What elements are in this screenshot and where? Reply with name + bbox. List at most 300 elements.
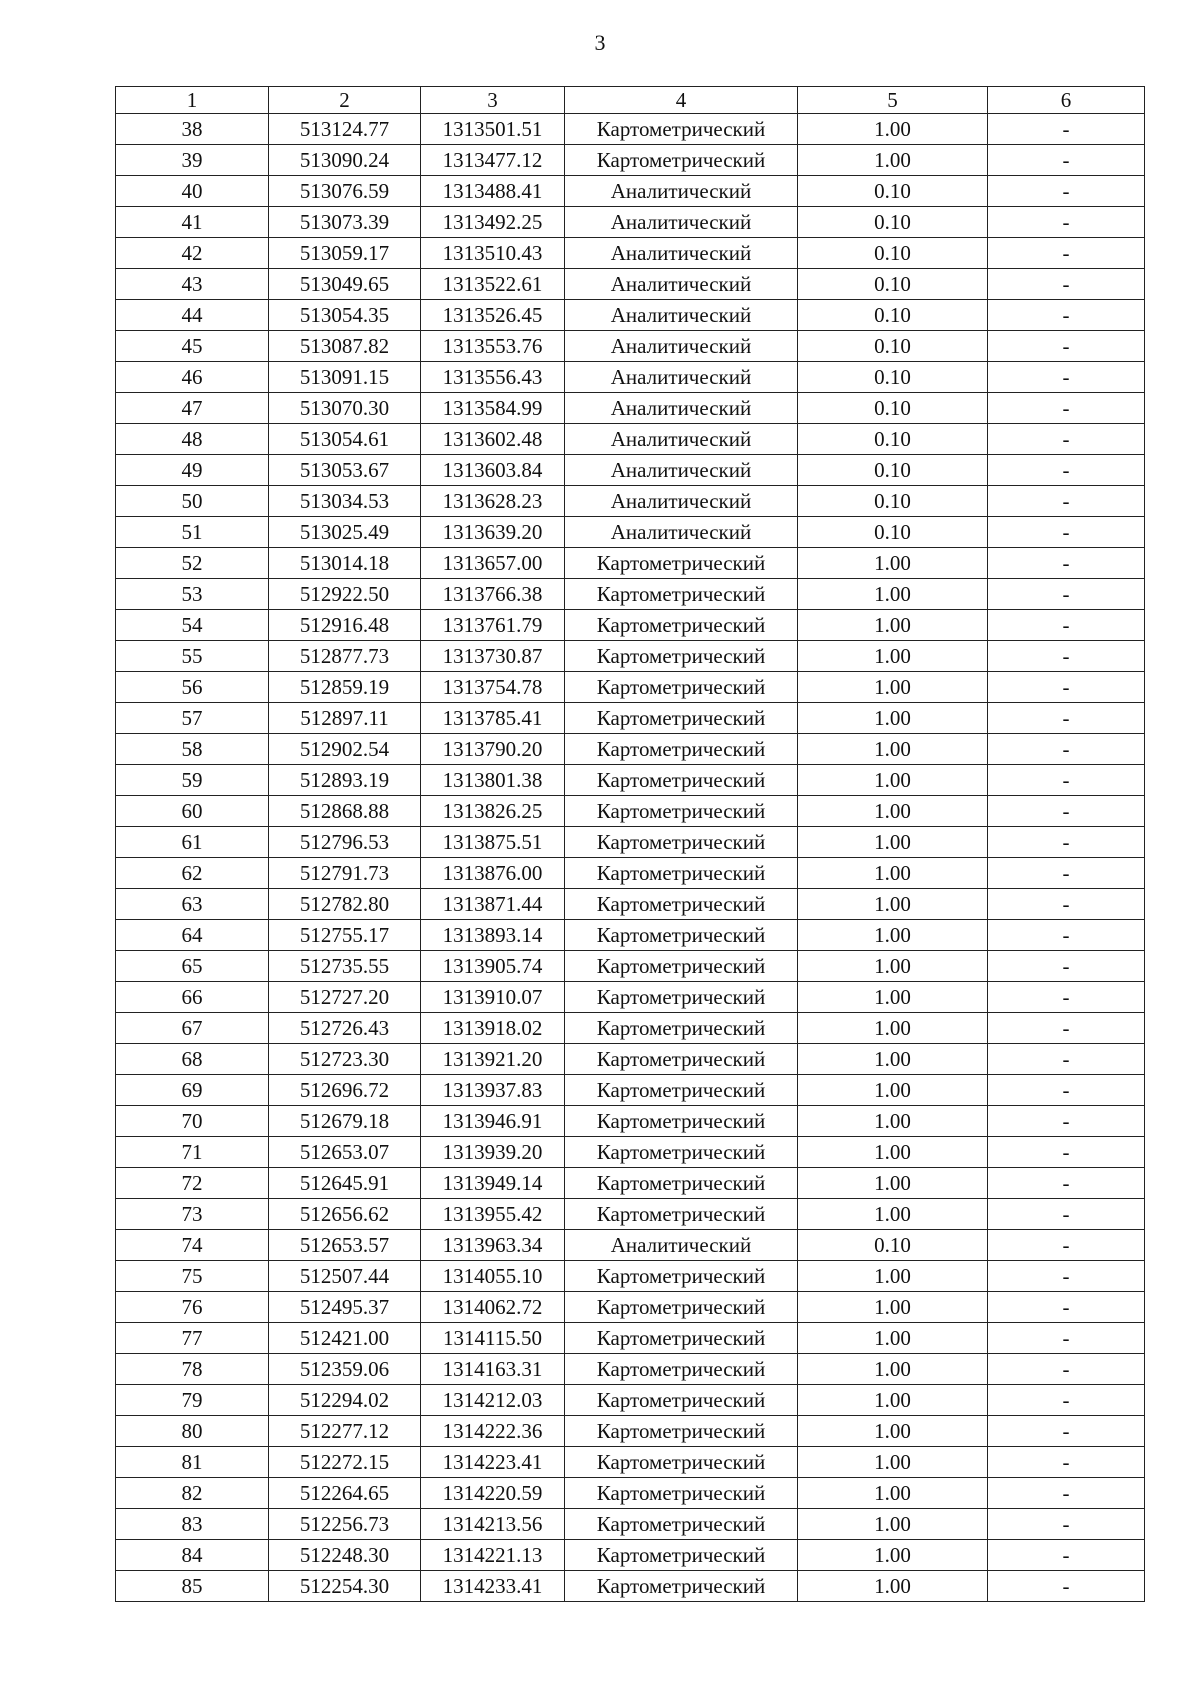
cell-point-number: 58 xyxy=(116,734,269,765)
cell-y: 1314223.41 xyxy=(421,1447,565,1478)
table-row xyxy=(116,827,1145,858)
table-row xyxy=(116,734,1145,765)
cell-description: - xyxy=(988,796,1145,827)
cell-point-number: 64 xyxy=(116,920,269,951)
cell-x: 512679.18 xyxy=(269,1106,421,1137)
cell-accuracy: 1.00 xyxy=(798,796,988,827)
page-number: 3 xyxy=(594,30,606,55)
cell-x: 512248.30 xyxy=(269,1540,421,1571)
cell-y: 1314115.50 xyxy=(421,1323,565,1354)
cell-description: - xyxy=(988,331,1145,362)
cell-accuracy: 0.10 xyxy=(798,393,988,424)
cell-accuracy: 1.00 xyxy=(798,1168,988,1199)
cell-method: Картометрический xyxy=(565,827,798,858)
cell-y: 1314163.31 xyxy=(421,1354,565,1385)
cell-method: Картометрический xyxy=(565,1199,798,1230)
table-row xyxy=(116,207,1145,238)
cell-x: 512723.30 xyxy=(269,1044,421,1075)
cell-accuracy: 1.00 xyxy=(798,1292,988,1323)
cell-y: 1313553.76 xyxy=(421,331,565,362)
cell-accuracy: 0.10 xyxy=(798,207,988,238)
cell-description: - xyxy=(988,641,1145,672)
cell-description: - xyxy=(988,1199,1145,1230)
cell-y: 1313761.79 xyxy=(421,610,565,641)
cell-method: Аналитический xyxy=(565,455,798,486)
cell-x: 512727.20 xyxy=(269,982,421,1013)
cell-y: 1313876.00 xyxy=(421,858,565,889)
cell-method: Картометрический xyxy=(565,1447,798,1478)
cell-description: - xyxy=(988,362,1145,393)
table-row xyxy=(116,1509,1145,1540)
cell-y: 1313871.44 xyxy=(421,889,565,920)
cell-method: Картометрический xyxy=(565,734,798,765)
cell-method: Картометрический xyxy=(565,765,798,796)
cell-accuracy: 1.00 xyxy=(798,1385,988,1416)
cell-method: Аналитический xyxy=(565,393,798,424)
cell-accuracy: 1.00 xyxy=(798,1106,988,1137)
cell-method: Картометрический xyxy=(565,1044,798,1075)
cell-accuracy: 0.10 xyxy=(798,300,988,331)
cell-y: 1313730.87 xyxy=(421,641,565,672)
cell-point-number: 80 xyxy=(116,1416,269,1447)
cell-method: Картометрический xyxy=(565,1137,798,1168)
cell-accuracy: 1.00 xyxy=(798,641,988,672)
cell-x: 513124.77 xyxy=(269,114,421,145)
cell-accuracy: 1.00 xyxy=(798,114,988,145)
cell-description: - xyxy=(988,1416,1145,1447)
table-row xyxy=(116,672,1145,703)
cell-x: 513054.35 xyxy=(269,300,421,331)
table-row xyxy=(116,1447,1145,1478)
cell-method: Картометрический xyxy=(565,920,798,951)
header-cell-x: 2 xyxy=(269,87,421,114)
cell-y: 1313949.14 xyxy=(421,1168,565,1199)
table-row xyxy=(116,1261,1145,1292)
table-row xyxy=(116,1416,1145,1447)
cell-method: Картометрический xyxy=(565,672,798,703)
cell-y: 1313905.74 xyxy=(421,951,565,982)
cell-y: 1313963.34 xyxy=(421,1230,565,1261)
cell-accuracy: 0.10 xyxy=(798,424,988,455)
cell-x: 512868.88 xyxy=(269,796,421,827)
cell-accuracy: 0.10 xyxy=(798,331,988,362)
cell-x: 512726.43 xyxy=(269,1013,421,1044)
table-row xyxy=(116,455,1145,486)
cell-point-number: 55 xyxy=(116,641,269,672)
cell-method: Аналитический xyxy=(565,424,798,455)
table-row xyxy=(116,796,1145,827)
cell-point-number: 83 xyxy=(116,1509,269,1540)
cell-description: - xyxy=(988,1447,1145,1478)
cell-method: Картометрический xyxy=(565,1292,798,1323)
cell-y: 1313477.12 xyxy=(421,145,565,176)
table-row xyxy=(116,1199,1145,1230)
cell-description: - xyxy=(988,207,1145,238)
cell-point-number: 68 xyxy=(116,1044,269,1075)
header-cell-y: 3 xyxy=(421,87,565,114)
cell-method: Аналитический xyxy=(565,517,798,548)
table-row xyxy=(116,920,1145,951)
cell-x: 512653.57 xyxy=(269,1230,421,1261)
cell-x: 512256.73 xyxy=(269,1509,421,1540)
cell-x: 513091.15 xyxy=(269,362,421,393)
cell-method: Аналитический xyxy=(565,1230,798,1261)
cell-x: 512272.15 xyxy=(269,1447,421,1478)
cell-accuracy: 1.00 xyxy=(798,610,988,641)
table-row xyxy=(116,1354,1145,1385)
cell-method: Картометрический xyxy=(565,1168,798,1199)
cell-method: Картометрический xyxy=(565,610,798,641)
cell-point-number: 79 xyxy=(116,1385,269,1416)
cell-description: - xyxy=(988,1323,1145,1354)
cell-accuracy: 1.00 xyxy=(798,1323,988,1354)
cell-accuracy: 0.10 xyxy=(798,269,988,300)
cell-x: 512877.73 xyxy=(269,641,421,672)
cell-accuracy: 0.10 xyxy=(798,176,988,207)
cell-point-number: 54 xyxy=(116,610,269,641)
table-row xyxy=(116,114,1145,145)
table-row xyxy=(116,362,1145,393)
cell-x: 513073.39 xyxy=(269,207,421,238)
cell-point-number: 56 xyxy=(116,672,269,703)
cell-method: Аналитический xyxy=(565,207,798,238)
cell-accuracy: 0.10 xyxy=(798,486,988,517)
cell-method: Картометрический xyxy=(565,982,798,1013)
cell-y: 1313801.38 xyxy=(421,765,565,796)
cell-point-number: 49 xyxy=(116,455,269,486)
cell-y: 1314213.56 xyxy=(421,1509,565,1540)
cell-point-number: 63 xyxy=(116,889,269,920)
table-row xyxy=(116,238,1145,269)
cell-description: - xyxy=(988,920,1145,951)
cell-point-number: 84 xyxy=(116,1540,269,1571)
cell-method: Картометрический xyxy=(565,889,798,920)
cell-point-number: 53 xyxy=(116,579,269,610)
cell-method: Картометрический xyxy=(565,1261,798,1292)
cell-point-number: 45 xyxy=(116,331,269,362)
cell-method: Аналитический xyxy=(565,176,798,207)
cell-description: - xyxy=(988,827,1145,858)
cell-description: - xyxy=(988,734,1145,765)
table-row xyxy=(116,1540,1145,1571)
header-cell-point-number: 1 xyxy=(116,87,269,114)
cell-method: Картометрический xyxy=(565,1385,798,1416)
cell-description: - xyxy=(988,1478,1145,1509)
cell-point-number: 47 xyxy=(116,393,269,424)
cell-y: 1313826.25 xyxy=(421,796,565,827)
cell-accuracy: 0.10 xyxy=(798,517,988,548)
cell-y: 1313657.00 xyxy=(421,548,565,579)
cell-x: 512922.50 xyxy=(269,579,421,610)
cell-point-number: 46 xyxy=(116,362,269,393)
cell-description: - xyxy=(988,765,1145,796)
cell-accuracy: 1.00 xyxy=(798,1137,988,1168)
table-row xyxy=(116,424,1145,455)
cell-x: 513014.18 xyxy=(269,548,421,579)
cell-y: 1313639.20 xyxy=(421,517,565,548)
table-row xyxy=(116,1137,1145,1168)
table-row xyxy=(116,176,1145,207)
cell-description: - xyxy=(988,1168,1145,1199)
cell-y: 1313488.41 xyxy=(421,176,565,207)
cell-y: 1313510.43 xyxy=(421,238,565,269)
cell-description: - xyxy=(988,486,1145,517)
cell-accuracy: 1.00 xyxy=(798,827,988,858)
cell-accuracy: 0.10 xyxy=(798,455,988,486)
cell-method: Картометрический xyxy=(565,1478,798,1509)
cell-x: 513090.24 xyxy=(269,145,421,176)
cell-description: - xyxy=(988,1385,1145,1416)
cell-y: 1313875.51 xyxy=(421,827,565,858)
cell-method: Картометрический xyxy=(565,1540,798,1571)
cell-description: - xyxy=(988,1261,1145,1292)
cell-description: - xyxy=(988,114,1145,145)
table-row xyxy=(116,1292,1145,1323)
table-row xyxy=(116,765,1145,796)
table-row xyxy=(116,548,1145,579)
cell-accuracy: 1.00 xyxy=(798,1354,988,1385)
cell-accuracy: 1.00 xyxy=(798,1540,988,1571)
table-row xyxy=(116,393,1145,424)
cell-x: 513025.49 xyxy=(269,517,421,548)
table-row xyxy=(116,331,1145,362)
cell-point-number: 39 xyxy=(116,145,269,176)
cell-accuracy: 1.00 xyxy=(798,889,988,920)
header-row xyxy=(116,87,1145,114)
cell-y: 1313921.20 xyxy=(421,1044,565,1075)
cell-description: - xyxy=(988,455,1145,486)
cell-x: 512294.02 xyxy=(269,1385,421,1416)
cell-method: Аналитический xyxy=(565,300,798,331)
table-row xyxy=(116,1478,1145,1509)
cell-point-number: 69 xyxy=(116,1075,269,1106)
cell-method: Картометрический xyxy=(565,579,798,610)
cell-x: 512755.17 xyxy=(269,920,421,951)
table-row xyxy=(116,858,1145,889)
cell-point-number: 73 xyxy=(116,1199,269,1230)
cell-point-number: 76 xyxy=(116,1292,269,1323)
cell-point-number: 71 xyxy=(116,1137,269,1168)
cell-description: - xyxy=(988,1292,1145,1323)
cell-x: 512696.72 xyxy=(269,1075,421,1106)
cell-y: 1313522.61 xyxy=(421,269,565,300)
cell-accuracy: 0.10 xyxy=(798,238,988,269)
cell-point-number: 43 xyxy=(116,269,269,300)
cell-accuracy: 1.00 xyxy=(798,734,988,765)
cell-point-number: 38 xyxy=(116,114,269,145)
cell-x: 512916.48 xyxy=(269,610,421,641)
cell-description: - xyxy=(988,548,1145,579)
cell-point-number: 66 xyxy=(116,982,269,1013)
cell-method: Картометрический xyxy=(565,858,798,889)
cell-point-number: 62 xyxy=(116,858,269,889)
cell-method: Картометрический xyxy=(565,703,798,734)
table-row xyxy=(116,1230,1145,1261)
cell-method: Аналитический xyxy=(565,362,798,393)
table-row xyxy=(116,269,1145,300)
cell-description: - xyxy=(988,1509,1145,1540)
cell-point-number: 41 xyxy=(116,207,269,238)
cell-method: Картометрический xyxy=(565,1509,798,1540)
cell-accuracy: 1.00 xyxy=(798,672,988,703)
table-header xyxy=(116,87,1145,114)
cell-description: - xyxy=(988,1013,1145,1044)
cell-description: - xyxy=(988,1044,1145,1075)
cell-accuracy: 1.00 xyxy=(798,1013,988,1044)
table-row xyxy=(116,1013,1145,1044)
cell-point-number: 74 xyxy=(116,1230,269,1261)
cell-description: - xyxy=(988,672,1145,703)
cell-x: 512893.19 xyxy=(269,765,421,796)
cell-x: 512656.62 xyxy=(269,1199,421,1230)
cell-description: - xyxy=(988,858,1145,889)
cell-description: - xyxy=(988,1230,1145,1261)
cell-x: 513076.59 xyxy=(269,176,421,207)
cell-point-number: 42 xyxy=(116,238,269,269)
cell-accuracy: 1.00 xyxy=(798,548,988,579)
cell-y: 1313893.14 xyxy=(421,920,565,951)
cell-description: - xyxy=(988,982,1145,1013)
cell-y: 1313910.07 xyxy=(421,982,565,1013)
table-row xyxy=(116,579,1145,610)
cell-y: 1314221.13 xyxy=(421,1540,565,1571)
cell-point-number: 51 xyxy=(116,517,269,548)
cell-method: Картометрический xyxy=(565,1571,798,1602)
cell-y: 1313946.91 xyxy=(421,1106,565,1137)
table-row xyxy=(116,1106,1145,1137)
cell-accuracy: 0.10 xyxy=(798,1230,988,1261)
cell-description: - xyxy=(988,610,1145,641)
table-row xyxy=(116,517,1145,548)
table-row xyxy=(116,145,1145,176)
cell-x: 512421.00 xyxy=(269,1323,421,1354)
cell-description: - xyxy=(988,300,1145,331)
cell-y: 1313766.38 xyxy=(421,579,565,610)
cell-description: - xyxy=(988,1571,1145,1602)
table-row xyxy=(116,610,1145,641)
cell-description: - xyxy=(988,424,1145,455)
cell-description: - xyxy=(988,269,1145,300)
table-body xyxy=(116,114,1145,1602)
cell-x: 512859.19 xyxy=(269,672,421,703)
cell-y: 1314212.03 xyxy=(421,1385,565,1416)
cell-point-number: 52 xyxy=(116,548,269,579)
cell-y: 1313785.41 xyxy=(421,703,565,734)
table-row xyxy=(116,1075,1145,1106)
coordinates-table xyxy=(115,86,1145,1602)
cell-x: 512645.91 xyxy=(269,1168,421,1199)
table-row xyxy=(116,703,1145,734)
cell-description: - xyxy=(988,579,1145,610)
cell-point-number: 78 xyxy=(116,1354,269,1385)
cell-accuracy: 1.00 xyxy=(798,920,988,951)
cell-method: Картометрический xyxy=(565,951,798,982)
cell-point-number: 44 xyxy=(116,300,269,331)
header-cell-accuracy: 5 xyxy=(798,87,988,114)
cell-method: Аналитический xyxy=(565,238,798,269)
cell-x: 512277.12 xyxy=(269,1416,421,1447)
cell-point-number: 48 xyxy=(116,424,269,455)
cell-accuracy: 1.00 xyxy=(798,145,988,176)
cell-point-number: 81 xyxy=(116,1447,269,1478)
cell-description: - xyxy=(988,703,1145,734)
cell-accuracy: 1.00 xyxy=(798,703,988,734)
cell-point-number: 77 xyxy=(116,1323,269,1354)
cell-method: Картометрический xyxy=(565,114,798,145)
cell-description: - xyxy=(988,393,1145,424)
cell-x: 513070.30 xyxy=(269,393,421,424)
cell-accuracy: 1.00 xyxy=(798,1199,988,1230)
cell-accuracy: 0.10 xyxy=(798,362,988,393)
cell-y: 1313955.42 xyxy=(421,1199,565,1230)
table-row xyxy=(116,951,1145,982)
table-row xyxy=(116,1044,1145,1075)
cell-method: Аналитический xyxy=(565,331,798,362)
cell-x: 513054.61 xyxy=(269,424,421,455)
cell-y: 1313939.20 xyxy=(421,1137,565,1168)
cell-y: 1313790.20 xyxy=(421,734,565,765)
cell-description: - xyxy=(988,1354,1145,1385)
cell-point-number: 65 xyxy=(116,951,269,982)
cell-x: 512495.37 xyxy=(269,1292,421,1323)
cell-y: 1313754.78 xyxy=(421,672,565,703)
cell-method: Картометрический xyxy=(565,145,798,176)
table-row xyxy=(116,1168,1145,1199)
cell-point-number: 82 xyxy=(116,1478,269,1509)
cell-point-number: 40 xyxy=(116,176,269,207)
cell-point-number: 75 xyxy=(116,1261,269,1292)
cell-point-number: 57 xyxy=(116,703,269,734)
cell-accuracy: 1.00 xyxy=(798,579,988,610)
cell-accuracy: 1.00 xyxy=(798,1447,988,1478)
cell-x: 512902.54 xyxy=(269,734,421,765)
cell-x: 512735.55 xyxy=(269,951,421,982)
cell-y: 1314222.36 xyxy=(421,1416,565,1447)
table-row xyxy=(116,300,1145,331)
cell-y: 1313492.25 xyxy=(421,207,565,238)
cell-x: 513034.53 xyxy=(269,486,421,517)
cell-y: 1314055.10 xyxy=(421,1261,565,1292)
cell-y: 1313526.45 xyxy=(421,300,565,331)
cell-x: 512796.53 xyxy=(269,827,421,858)
table-row xyxy=(116,486,1145,517)
cell-method: Картометрический xyxy=(565,641,798,672)
header-cell-method: 4 xyxy=(565,87,798,114)
cell-point-number: 59 xyxy=(116,765,269,796)
cell-y: 1314220.59 xyxy=(421,1478,565,1509)
cell-description: - xyxy=(988,1106,1145,1137)
cell-method: Картометрический xyxy=(565,1013,798,1044)
cell-y: 1313584.99 xyxy=(421,393,565,424)
cell-y: 1313556.43 xyxy=(421,362,565,393)
cell-x: 513053.67 xyxy=(269,455,421,486)
cell-description: - xyxy=(988,238,1145,269)
cell-description: - xyxy=(988,1075,1145,1106)
cell-y: 1313937.83 xyxy=(421,1075,565,1106)
cell-y: 1314062.72 xyxy=(421,1292,565,1323)
cell-accuracy: 1.00 xyxy=(798,982,988,1013)
cell-description: - xyxy=(988,1540,1145,1571)
cell-accuracy: 1.00 xyxy=(798,1478,988,1509)
table-row xyxy=(116,641,1145,672)
cell-point-number: 67 xyxy=(116,1013,269,1044)
cell-y: 1313501.51 xyxy=(421,114,565,145)
cell-method: Аналитический xyxy=(565,269,798,300)
cell-point-number: 50 xyxy=(116,486,269,517)
cell-method: Картометрический xyxy=(565,548,798,579)
cell-x: 512254.30 xyxy=(269,1571,421,1602)
cell-method: Картометрический xyxy=(565,1106,798,1137)
